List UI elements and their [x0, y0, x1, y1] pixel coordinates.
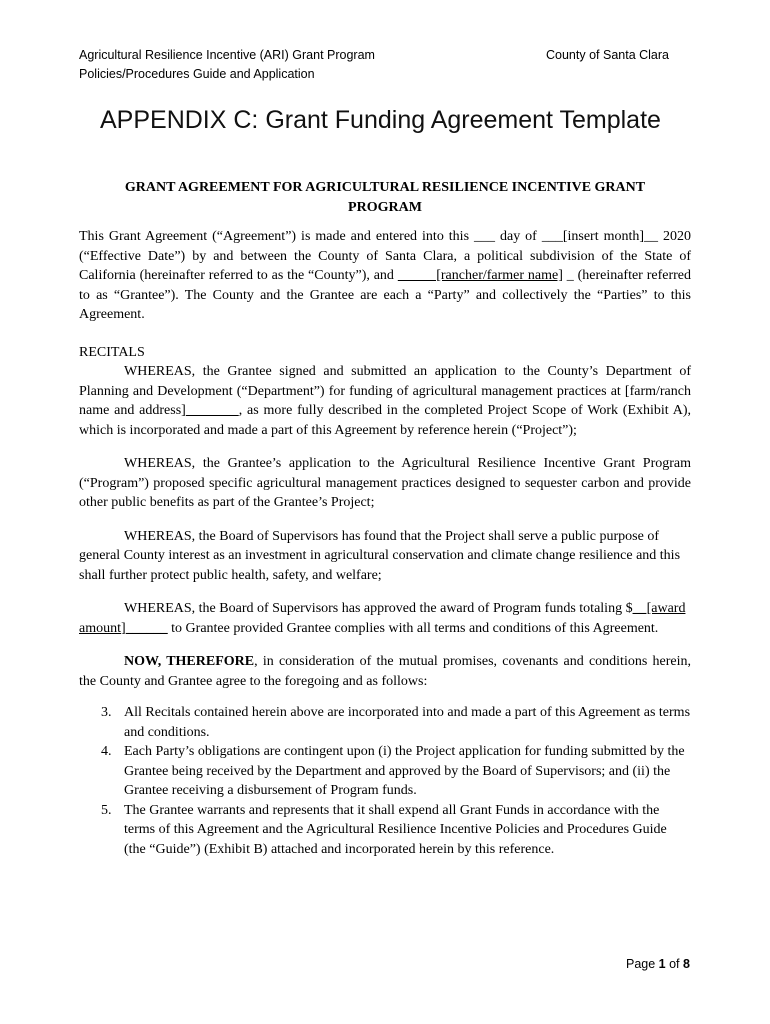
page-word: Page: [626, 957, 659, 971]
award-amount-blank: __[award amount]______: [79, 601, 686, 636]
recital-1-text-b: , as more fully described in the completed Project Scope of Work (Exhibit A), which is incorporated and made a part of this Agreement by reference herein (“Project”);: [79, 403, 692, 438]
agreement-title-line1: GRANT AGREEMENT FOR AGRICULTURAL RESILIENCE INCENTIVE GRANT: [124, 180, 646, 195]
terms-list: [79, 703, 691, 859]
agreement-body: [79, 178, 691, 859]
term-number: 5.: [101, 802, 112, 818]
running-header-left: [79, 46, 375, 84]
recital-4-text-b: to Grantee provided Grantee complies with all terms and conditions of this Agreement.: [167, 620, 659, 636]
grantee-name-blank: [rancher/farmer name]: [397, 268, 563, 283]
intro-text-a: This Grant Agreement (“Agreement”) is made and entered into this ___ day of ___[insert month]__ 2020 (“Effective Date”) by and between the County of Santa Clara, a political subdivision of the State of California (hereinafter referred to as the “County”), and: [79, 229, 691, 283]
header-program-title: Agricultural Resilience Incentive (ARI) Grant Program: [79, 48, 375, 62]
recital-4: [79, 599, 691, 638]
header-county: County of Santa Clara: [546, 48, 669, 62]
of-word: of: [665, 957, 683, 971]
list-item: [79, 742, 691, 801]
now-therefore-text: , in consideration of the mutual promises, covenants and conditions herein, the County and Grantee agree to the foregoing and as follows:: [79, 654, 691, 689]
term-text: The Grantee warrants and represents that it shall expend all Grant Funds in accordance with the terms of this Agreement and the Agricultural Resilience Incentive Policies and Procedures Guide (the “Guide”) (Exhibit B) attached and incorporated herein by this reference.: [124, 802, 667, 857]
term-number: 4.: [101, 744, 112, 759]
now-therefore-bold: NOW, THEREFORE: [124, 654, 255, 669]
recitals-heading: RECITALS: [79, 344, 145, 360]
header-guide-title: Policies/Procedures Guide and Application: [79, 67, 315, 81]
agreement-title-line2: PROGRAM: [348, 199, 422, 215]
farm-address-blank: [186, 403, 239, 418]
list-item: [79, 703, 691, 742]
intro-text-b: _ (hereinafter referred to as “Grantee”). The County and the Grantee are each a “Party” and collectively the “Parties” to this Agreement.: [79, 268, 691, 322]
list-item: [79, 801, 691, 860]
term-text: All Recitals contained herein above are incorporated into and made a part of this Agreement as terms and conditions.: [124, 705, 691, 740]
now-therefore-paragraph: [79, 652, 691, 691]
recital-1-text-a: WHEREAS, the Grantee signed and submitted an application to the County’s Department of Planning and Development (“Department”) for funding of agricultural management practices at [farm/ranch name and address]: [79, 364, 691, 418]
total-pages: 8: [683, 957, 690, 971]
agreement-title: [79, 178, 691, 217]
term-number: 3.: [101, 705, 112, 720]
recital-3: WHEREAS, the Board of Supervisors has found that the Project shall serve a public purpose of general County interest as an investment in agricultural conservation and climate change resilience and this shall further protect public health, safety, and welfare;: [79, 528, 681, 583]
recital-1: [79, 362, 691, 440]
current-page: 1: [658, 957, 666, 971]
appendix-title: APPENDIX C: Grant Funding Agreement Template: [100, 106, 661, 134]
recital-2: WHEREAS, the Grantee’s application to the Agricultural Resilience Incentive Grant Program (“Program”) proposed specific agricultural management practices designed to sequester carbon and provide other public benefits as part of the Grantee’s Project;: [79, 456, 691, 510]
term-text: Each Party’s obligations are contingent upon (i) the Project application for funding submitted by the Grantee being received by the Department and approved by the Board of Supervisors; and (ii) the Grantee receiving a disbursement of Program funds.: [124, 744, 685, 798]
recital-4-text-a: WHEREAS, the Board of Supervisors has approved the award of Program funds totaling $: [124, 601, 633, 616]
intro-paragraph: [79, 227, 691, 325]
page-number: [626, 955, 690, 973]
